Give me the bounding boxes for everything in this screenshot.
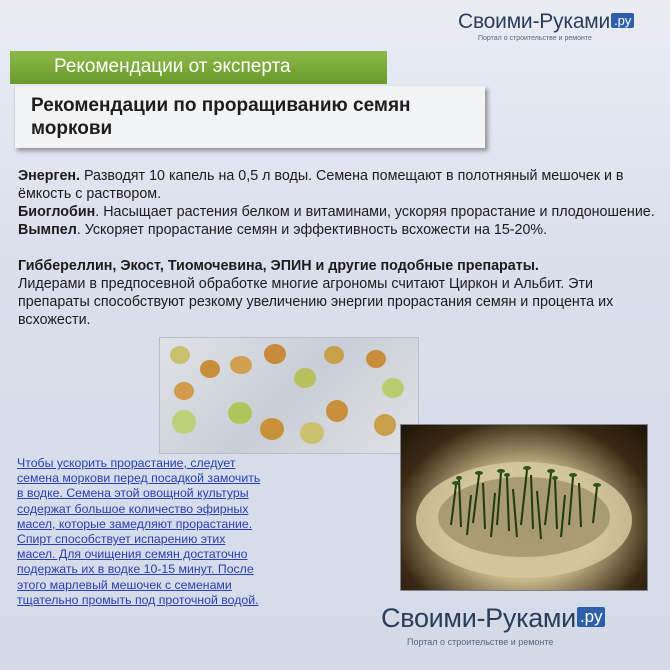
item-bioglobin (18, 203, 658, 221)
logo-brand: Своими-Руками (458, 10, 611, 33)
seed (264, 344, 286, 364)
seed (366, 350, 386, 368)
seed (326, 400, 348, 422)
seed (174, 382, 194, 400)
site-logo-bottom[interactable] (381, 603, 661, 658)
expert-banner (10, 51, 387, 84)
seed (200, 360, 220, 378)
item-energen (18, 167, 658, 203)
page-title: Рекомендации по проращиванию семян моркови (31, 95, 411, 139)
seed (300, 422, 324, 444)
logo-tagline: Портал о строительстве и ремонте (478, 35, 592, 42)
seed (230, 356, 252, 374)
item-name: Энерген. (18, 168, 81, 184)
item-text: . Насыщает растения белком и витаминами, ускоряя прорастание и плодоношение. (95, 204, 655, 220)
germinated-seeds-photo (159, 337, 419, 454)
seed (374, 414, 396, 436)
article-content (18, 167, 658, 329)
sprouts-illustration (401, 425, 647, 590)
item-vympel (18, 221, 658, 239)
section-body: Лидерами в предпосевной обработке многие агрономы считают Циркон и Альбит. Эти препараты способствуют резкому увеличению энергии прорастания семян и процента их всхожести. (18, 276, 614, 328)
seed (172, 410, 196, 434)
carrot-sprouts-photo (400, 424, 648, 591)
section-heading: Гиббереллин, Экост, Тиомочевина, ЭПИН и другие подобные препараты. (18, 258, 539, 274)
seed (294, 368, 316, 388)
vodka-tip-link[interactable]: Чтобы ускорить прорастание, следует семена моркови перед посадкой замочить в водке. Семена этой овощной культуры содержат большое количество эфирных масел, которые замедляют прорастание. Спирт способствует испарению этих масел. Для очищения семян достаточно подержать их в водке 10-15 минут. После этого марлевый мешочек с семенами тщательно промыть под проточной водой. (17, 456, 261, 607)
item-name: Вымпел (18, 222, 77, 238)
seed (382, 378, 404, 398)
logo-tld-badge: .ру (577, 607, 606, 627)
seed (324, 346, 344, 364)
logo-brand: Своими-Руками (381, 603, 576, 633)
site-logo-top[interactable] (458, 10, 658, 50)
item-name: Биоглобин (18, 204, 96, 220)
seed (228, 402, 252, 424)
logo-tagline: Портал о строительстве и ремонте (407, 637, 554, 647)
item-text: Разводят 10 капель на 0,5 л воды. Семена помещают в полотняный мешочек и в ёмкость с раствором. (18, 168, 624, 202)
logo-tld-badge: .ру (611, 13, 634, 28)
seed (260, 418, 284, 440)
expert-banner-label: Рекомендации от эксперта (54, 56, 291, 77)
item-text: . Ускоряет прорастание семян и эффективность всхожести на 15-20%. (76, 222, 548, 238)
seed (170, 346, 190, 364)
title-box (14, 86, 485, 148)
